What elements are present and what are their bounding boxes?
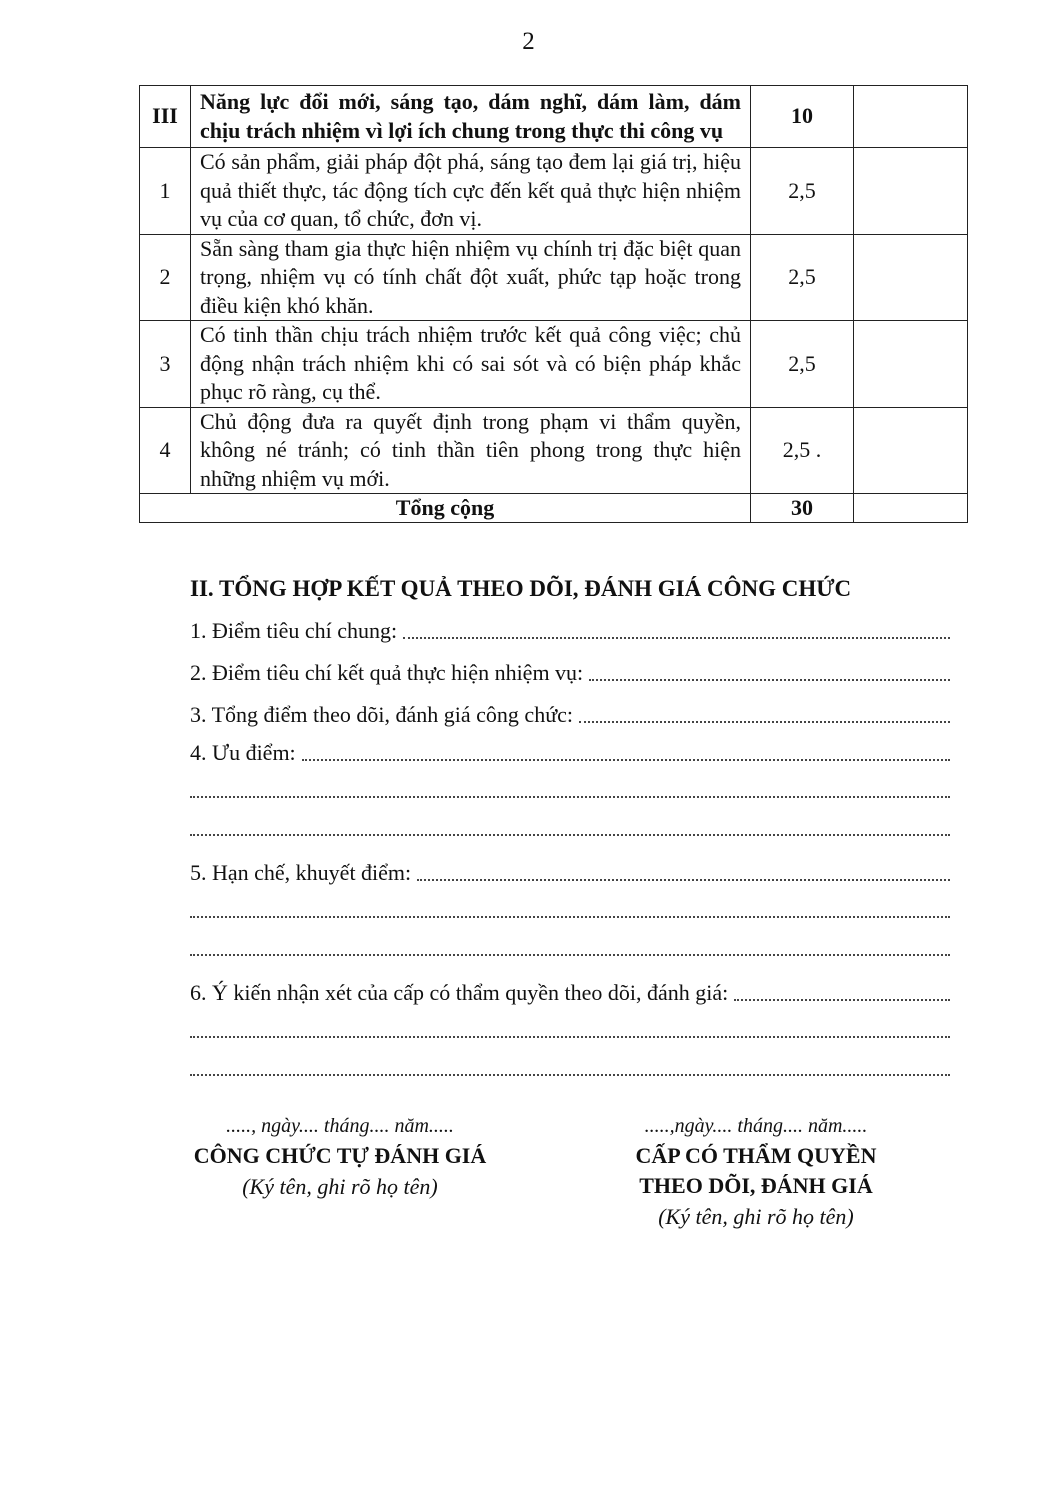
criteria-group-row bbox=[140, 86, 968, 148]
criteria-table bbox=[139, 85, 968, 523]
row-points: 2,5 bbox=[751, 234, 854, 321]
row-points: 2,5 bbox=[751, 321, 854, 408]
signer-role: CÔNG CHỨC TỰ ĐÁNH GIÁ bbox=[193, 1143, 487, 1168]
dotted-fill-line bbox=[579, 717, 950, 723]
authority-comments-field[interactable] bbox=[190, 978, 950, 1006]
row-criterion: Có tinh thần chịu trách nhiệm trước kết quả công việc; chủ động nhận trách nhiệm khi có sai sót và có biện pháp khắc phục rõ ràng, cụ thể. bbox=[191, 321, 751, 408]
row-number: 4 bbox=[140, 407, 191, 494]
task-result-score-field[interactable] bbox=[190, 658, 950, 686]
weaknesses-label: 5. Hạn chế, khuyết điểm: bbox=[190, 860, 412, 885]
weaknesses-blank-line[interactable] bbox=[190, 952, 950, 956]
signer-role-line1: CẤP CÓ THẨM QUYỀN bbox=[635, 1143, 877, 1168]
authority-signature-block bbox=[586, 1111, 926, 1232]
table-row bbox=[140, 321, 968, 408]
general-criteria-score-field[interactable] bbox=[190, 616, 950, 644]
row-score-cell[interactable] bbox=[854, 148, 968, 235]
page-number: 2 bbox=[522, 28, 535, 55]
row-points: 2,5 bbox=[751, 148, 854, 235]
signature-note: (Ký tên, ghi rõ họ tên) bbox=[242, 1174, 438, 1199]
group-points: 10 bbox=[751, 86, 854, 148]
group-title: Năng lực đổi mới, sáng tạo, dám nghĩ, dám làm, dám chịu trách nhiệm vì lợi ích chung trong thực thi công vụ bbox=[191, 86, 751, 148]
row-number: 1 bbox=[140, 148, 191, 235]
strengths-blank-line[interactable] bbox=[190, 794, 950, 798]
group-number: III bbox=[140, 86, 191, 148]
weaknesses-field[interactable] bbox=[190, 858, 950, 886]
table-row bbox=[140, 234, 968, 321]
authority-comments-blank-line[interactable] bbox=[190, 1072, 950, 1076]
strengths-field[interactable] bbox=[190, 738, 950, 766]
general-criteria-score-label: 1. Điểm tiêu chí chung: bbox=[190, 618, 398, 643]
total-score-field[interactable] bbox=[190, 700, 950, 728]
summary-section-title: II. TỔNG HỢP KẾT QUẢ THEO DÕI, ĐÁNH GIÁ CÔNG CHỨC bbox=[190, 576, 852, 601]
self-assessment-signature-block bbox=[160, 1111, 520, 1202]
authority-comments-label: 6. Ý kiến nhận xét của cấp có thẩm quyền theo dõi, đánh giá: bbox=[190, 980, 729, 1005]
row-number: 3 bbox=[140, 321, 191, 408]
total-score-cell[interactable] bbox=[854, 494, 968, 523]
date-line: ....., ngày.... tháng.... năm..... bbox=[226, 1115, 454, 1137]
row-criterion: Sẵn sàng tham gia thực hiện nhiệm vụ chính trị đặc biệt quan trọng, nhiệm vụ có tính chất đột xuất, phức tạp hoặc trong điều kiện khó khăn. bbox=[191, 234, 751, 321]
task-result-score-label: 2. Điểm tiêu chí kết quả thực hiện nhiệm vụ: bbox=[190, 660, 584, 685]
row-number: 2 bbox=[140, 234, 191, 321]
dotted-fill-line bbox=[403, 633, 950, 639]
group-score-cell[interactable] bbox=[854, 86, 968, 148]
dotted-fill-line bbox=[417, 875, 950, 881]
row-score-cell[interactable] bbox=[854, 321, 968, 408]
signature-note: (Ký tên, ghi rõ họ tên) bbox=[658, 1204, 854, 1229]
signer-role-line2: THEO DÕI, ĐÁNH GIÁ bbox=[639, 1173, 873, 1198]
row-criterion: Chủ động đưa ra quyết định trong phạm vi thẩm quyền, không né tránh; có tinh thần tiên phong trong thực hiện những nhiệm vụ mới. bbox=[191, 407, 751, 494]
total-score-label: 3. Tổng điểm theo dõi, đánh giá công chức: bbox=[190, 702, 573, 727]
total-row bbox=[140, 494, 968, 523]
row-score-cell[interactable] bbox=[854, 234, 968, 321]
strengths-label: 4. Ưu điểm: bbox=[190, 740, 296, 765]
dotted-fill-line bbox=[589, 675, 950, 681]
total-label: Tổng cộng bbox=[140, 494, 751, 523]
total-points: 30 bbox=[751, 494, 854, 523]
strengths-blank-line[interactable] bbox=[190, 832, 950, 836]
table-row bbox=[140, 148, 968, 235]
row-score-cell[interactable] bbox=[854, 407, 968, 494]
table-row bbox=[140, 407, 968, 494]
date-line: .....,ngày.... tháng.... năm..... bbox=[644, 1115, 868, 1137]
weaknesses-blank-line[interactable] bbox=[190, 914, 950, 918]
authority-comments-blank-line[interactable] bbox=[190, 1034, 950, 1038]
row-points: 2,5 . bbox=[751, 407, 854, 494]
row-criterion: Có sản phẩm, giải pháp đột phá, sáng tạo đem lại giá trị, hiệu quả thiết thực, tác động tích cực đến kết quả thực hiện nhiệm vụ của cơ quan, tổ chức, đơn vị. bbox=[191, 148, 751, 235]
dotted-fill-line bbox=[302, 755, 950, 761]
dotted-fill-line bbox=[734, 995, 950, 1001]
